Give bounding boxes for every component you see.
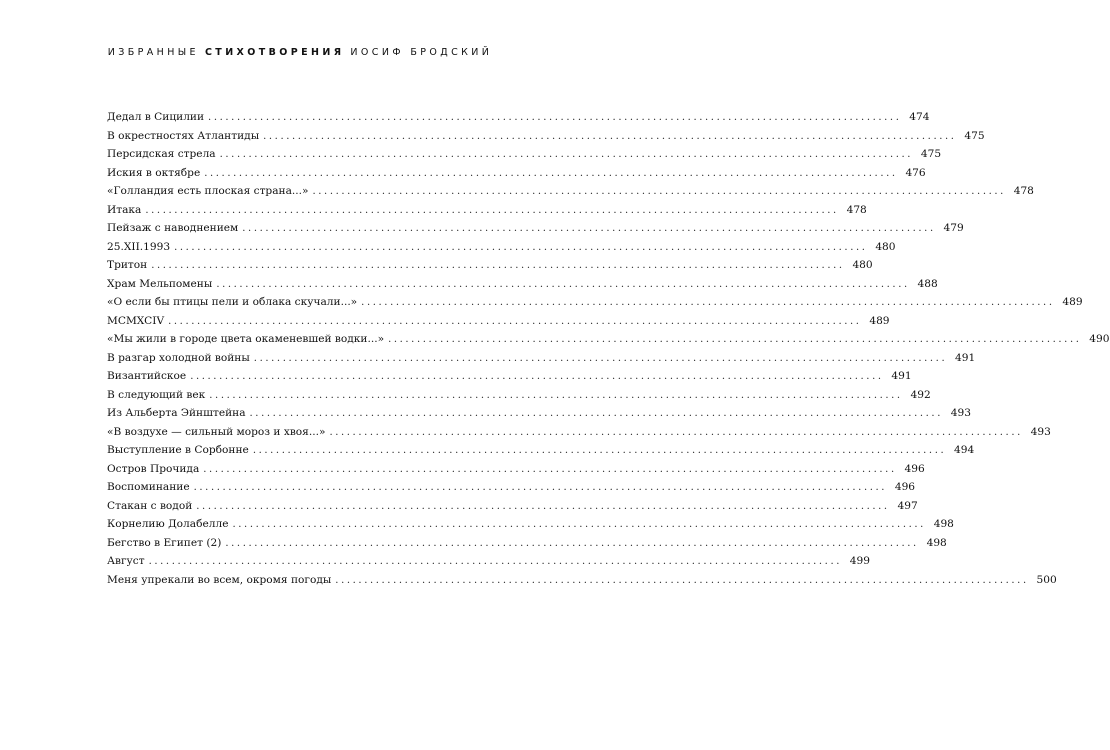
toc-entry — [107, 256, 873, 275]
running-head — [0, 47, 600, 58]
toc-entry — [107, 423, 1051, 442]
toc-entry-page-number: 493 — [1030, 425, 1051, 438]
toc-dot-leader: ........................................................................................................................ — [335, 574, 1029, 586]
toc-entry — [107, 534, 947, 553]
toc-dot-leader: ........................................................................................................................ — [196, 500, 890, 512]
toc-dot-leader: ........................................................................................................................ — [208, 112, 902, 123]
toc-dot-leader: ........................................................................................................................ — [216, 278, 910, 290]
toc-dot-leader: ........................................................................................................................ — [249, 408, 943, 419]
toc-entry — [107, 441, 975, 460]
toc-entry-page-number: 480 — [852, 259, 873, 271]
toc-dot-leader: ........................................................................................................................ — [203, 463, 897, 475]
toc-entry — [107, 127, 985, 146]
running-head-book-title: СТИХОТВОРЕНИЯ — [204, 47, 345, 58]
toc-entry-page-number: 500 — [1036, 573, 1057, 586]
toc-entry-title: Август — [107, 555, 145, 567]
toc-dot-leader: ........................................................................................................................ — [225, 537, 919, 549]
toc-entry-title: Из Альберта Эйнштейна — [107, 407, 246, 419]
toc-entry-title: В разгар холодной войны — [107, 351, 250, 364]
toc-entry — [107, 367, 912, 386]
toc-dot-leader: ........................................................................................................................ — [190, 371, 884, 382]
toc-entry-page-number: 497 — [897, 499, 918, 512]
toc-entry — [107, 108, 930, 127]
toc-entry-page-number: 475 — [920, 148, 942, 160]
toc-dot-leader: ........................................................................................................................ — [168, 315, 862, 327]
toc-dot-leader: ........................................................................................................................ — [329, 426, 1023, 438]
toc-entry — [107, 497, 918, 516]
toc-entry-title: 25.XII.1993 — [107, 240, 171, 253]
toc-entry-title: Тритон — [107, 259, 148, 271]
toc-entry — [107, 238, 896, 257]
toc-entry — [107, 145, 942, 164]
toc-entry-page-number: 489 — [869, 314, 890, 327]
toc-entry — [107, 478, 916, 497]
toc-entry — [107, 164, 926, 183]
toc-entry-title: Храм Мельпомены — [107, 277, 213, 290]
toc-dot-leader: ........................................................................................................................ — [232, 519, 926, 530]
toc-entry-page-number: 496 — [894, 481, 916, 493]
toc-dot-leader: ........................................................................................................................ — [145, 204, 839, 216]
toc-entry-title: «Голландия есть плоская страна...» — [107, 185, 309, 197]
toc-entry-title: Византийское — [107, 370, 187, 382]
toc-entry — [107, 571, 1057, 590]
toc-dot-leader: ........................................................................................................................ — [148, 556, 843, 567]
toc-entry-title: В окрестностях Атлантиды — [107, 129, 260, 142]
toc-entry-title: Персидская стрела — [107, 148, 216, 160]
running-head-author: ИОСИФ БРОДСКИЙ — [350, 47, 493, 58]
toc-entry — [107, 460, 925, 479]
toc-entry-page-number: 498 — [933, 518, 954, 530]
toc-entry-title: «В воздухе — сильный мороз и хвоя...» — [107, 425, 326, 438]
toc-entry-title: Корнелию Долабелле — [107, 518, 229, 530]
toc-entry-page-number: 491 — [891, 370, 912, 382]
toc-entry-title: Стакан с водой — [107, 499, 193, 512]
toc-entry — [107, 552, 871, 571]
toc-entry-page-number: 479 — [943, 222, 964, 234]
toc-entry-page-number: 490 — [1089, 333, 1110, 345]
toc-entry — [107, 312, 890, 331]
toc-dot-leader: ........................................................................................................................ — [174, 241, 868, 253]
toc-entry-page-number: 492 — [910, 388, 931, 401]
toc-entry-page-number: 499 — [849, 555, 871, 567]
toc-entry-page-number: 488 — [917, 277, 938, 290]
toc-entry-page-number: 480 — [875, 240, 896, 253]
toc-dot-leader: ........................................................................................................................ — [193, 482, 888, 493]
toc-entry — [107, 293, 1083, 312]
toc-dot-leader: ........................................................................................................................ — [209, 389, 903, 401]
toc-entry-page-number: 478 — [846, 203, 867, 216]
toc-entry — [107, 219, 964, 238]
toc-entry — [107, 201, 867, 220]
toc-entry-page-number: 474 — [909, 111, 930, 123]
toc-dot-leader: ........................................................................................................................ — [263, 130, 957, 142]
toc-dot-leader: ........................................................................................................................ — [151, 260, 845, 271]
toc-entry-title: Бегство в Египет (2) — [107, 536, 222, 549]
toc-entry-page-number: 496 — [904, 462, 925, 475]
toc-entry-page-number: 494 — [954, 444, 975, 456]
toc-entry-title: Иския в октябре — [107, 166, 201, 179]
toc-entry-title: Итака — [107, 203, 142, 216]
toc-entry-title: В следующий век — [107, 388, 206, 401]
toc-entry-page-number: 491 — [955, 351, 976, 364]
toc-dot-leader: ........................................................................................................................ — [204, 167, 898, 179]
table-of-contents — [107, 108, 1110, 589]
toc-entry — [107, 515, 954, 534]
toc-entry — [107, 349, 976, 368]
toc-entry-title: Выступление в Сорбонне — [107, 444, 249, 456]
toc-entry-title: Воспоминание — [107, 481, 190, 493]
toc-entry-title: MCMXCIV — [107, 314, 165, 327]
toc-entry-page-number: 498 — [926, 536, 947, 549]
toc-dot-leader: ........................................................................................................................ — [219, 149, 914, 160]
toc-dot-leader: ........................................................................................................................ — [253, 352, 948, 364]
toc-entry-page-number: 493 — [950, 407, 971, 419]
toc-entry — [107, 386, 931, 405]
toc-entry-title: «Мы жили в городе цвета окаменевшей водки...» — [107, 333, 385, 345]
toc-dot-leader: ........................................................................................................................ — [242, 223, 936, 234]
running-head-series: ИЗБРАННЫЕ — [107, 47, 199, 58]
toc-entry-page-number: 478 — [1013, 185, 1034, 197]
toc-dot-leader: ........................................................................................................................ — [388, 334, 1082, 345]
toc-entry-page-number: 489 — [1062, 296, 1083, 308]
toc-entry-page-number: 476 — [905, 166, 926, 179]
toc-entry — [107, 330, 1110, 349]
toc-entry — [107, 275, 938, 294]
toc-dot-leader: ........................................................................................................................ — [252, 445, 947, 456]
toc-entry-page-number: 475 — [964, 129, 985, 142]
toc-entry — [107, 182, 1034, 201]
toc-entry-title: Остров Прочида — [107, 462, 200, 475]
toc-entry-title: Дедал в Сицилии — [107, 111, 205, 123]
toc-entry-title: Меня упрекали во всем, окромя погоды — [107, 573, 332, 586]
toc-dot-leader: ........................................................................................................................ — [361, 297, 1055, 308]
toc-entry-title: «О если бы птицы пели и облака скучали...» — [107, 296, 358, 308]
toc-entry-title: Пейзаж с наводнением — [107, 222, 239, 234]
toc-dot-leader: ........................................................................................................................ — [312, 186, 1006, 197]
toc-entry — [107, 404, 971, 423]
